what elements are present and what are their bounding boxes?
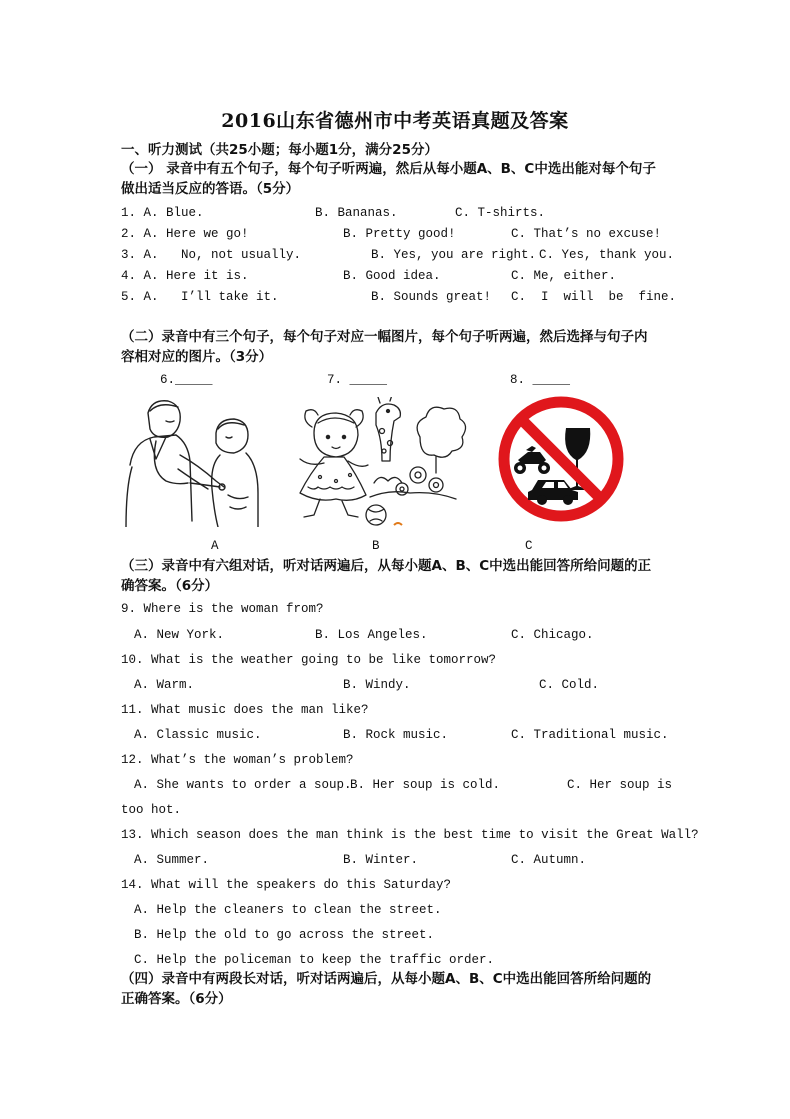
q12-option-c: C. Her soup is [567,778,673,792]
question-11: 11. What music does the man like? [121,703,369,717]
q4-option-b: B. Good idea. [343,269,441,283]
q5-option-a: 5. A. I’ll take it. [121,290,279,304]
q10-option-a: A. Warm. [134,678,195,692]
q3-option-c: C. Yes, thank you. [539,248,675,262]
section-heading: 一、听力测试（共25小题；每小题1分，满分25分） [121,142,438,158]
q1-option-b: B. Bananas. [315,206,398,220]
q14-option-a: A. Help the cleaners to clean the street. [134,903,442,917]
q2-option-c: C. That’s no excuse! [511,227,662,241]
question-13: 13. Which season does the man think is the best time to visit the Great Wall? [121,828,699,842]
q10-option-c: C. Cold. [539,678,600,692]
q1-option-a: 1. A. Blue. [121,206,204,220]
part4-instruction-line2: 正确答案。（6分） [121,991,232,1007]
q3-option-b: B. Yes, you are right. [371,248,537,262]
q9-option-b: B. Los Angeles. [315,628,428,642]
q12-option-c-continued: too hot. [121,803,182,817]
question-14: 14. What will the speakers do this Saturday? [121,878,452,892]
question-12: 12. What’s the woman’s problem? [121,753,354,767]
answer-blank-7: 7. _____ [327,373,388,387]
q13-option-b: B. Winter. [343,853,419,867]
picture-label-b: B [372,539,380,553]
q2-option-a: 2. A. Here we go! [121,227,249,241]
q12-option-b: B. Her soup is cold. [350,778,501,792]
question-10: 10. What is the weather going to be like tomorrow? [121,653,497,667]
q3-option-a: 3. A. No, not usually. [121,248,302,262]
q13-option-a: A. Summer. [134,853,210,867]
part4-instruction-line1: （四）录音中有两段长对话，听对话两遍后，从每小题A、B、C中选出能回答所给问题的 [121,971,652,987]
q14-option-c: C. Help the policeman to keep the traffic order. [134,953,495,967]
q4-option-a: 4. A. Here it is. [121,269,249,283]
doctor-examining-boy-image [120,395,262,527]
q9-option-a: A. New York. [134,628,225,642]
q5-option-b: B. Sounds great! [371,290,492,304]
q9-option-c: C. Chicago. [511,628,594,642]
girl-playing-with-giraffe-image [290,397,468,529]
q1-option-c: C. T-shirts. [455,206,546,220]
picture-label-a: A [211,539,219,553]
part1-instruction-line1: （一） 录音中有五个句子，每个句子听两遍，然后从每小题A、B、C中选出能对每个句子 [121,161,656,177]
part2-instruction-line1: （二）录音中有三个句子，每个句子对应一幅图片，每个句子听两遍，然后选择与句子内 [121,329,648,345]
no-drink-driving-sign-image [496,394,626,524]
answer-blank-6: 6._____ [160,373,213,387]
q4-option-c: C. Me, either. [511,269,617,283]
part3-instruction-line2: 确答案。（6分） [121,578,219,594]
part2-instruction-line2: 容相对应的图片。（3分） [121,349,273,365]
part3-instruction-line1: （三）录音中有六组对话，听对话两遍后，从每小题A、B、C中选出能回答所给问题的正 [121,558,652,574]
q11-option-a: A. Classic music. [134,728,262,742]
picture-label-c: C [525,539,533,553]
q10-option-b: B. Windy. [343,678,411,692]
q13-option-c: C. Autumn. [511,853,587,867]
part1-instruction-line2: 做出适当反应的答语。（5分） [121,181,300,197]
q2-option-b: B. Pretty good! [343,227,456,241]
q11-option-c: C. Traditional music. [511,728,669,742]
q11-option-b: B. Rock music. [343,728,449,742]
q14-option-b: B. Help the old to go across the street. [134,928,435,942]
q12-option-a: A. She wants to order a soup. [134,778,352,792]
page-title: 2016山东省德州市中考英语真题及答案 [221,110,569,132]
q5-option-c: C. I will be fine. [511,290,677,304]
answer-blank-8: 8. _____ [510,373,571,387]
question-9: 9. Where is the woman from? [121,602,324,616]
